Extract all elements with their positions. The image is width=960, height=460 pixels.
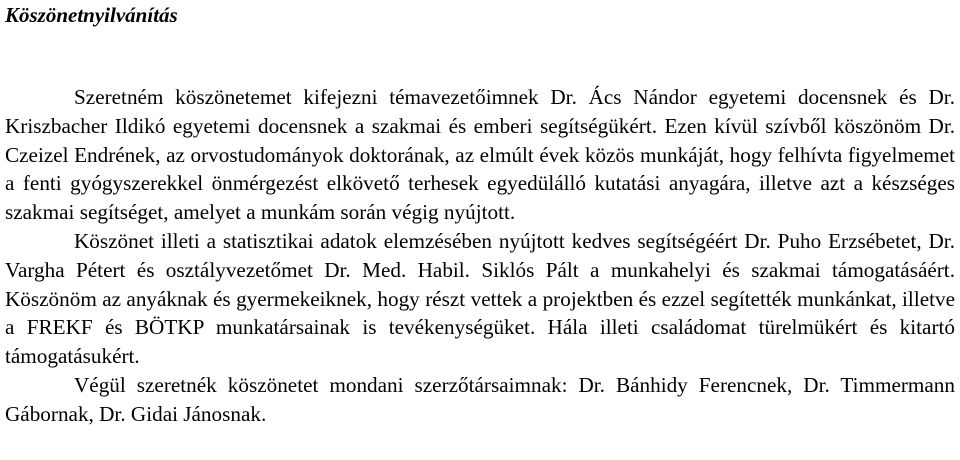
- paragraph-acknowledgement-supervisors: Szeretném köszönetemet kifejezni témavezetőimnek Dr. Ács Nándor egyetemi docensnek és Dr. Kriszbacher Ildikó egyetemi docensnek a szakmai és emberi segítségükért. Ezen kívül szívből köszönöm Dr. Czeizel Endrének, az orvostudományok doktorának, az elmúlt évek közös munkáját, hogy felhívta figyelmemet a fenti gyógyszerekkel önmérgezést elkövető terhesek egyedülálló kutatási anyagára, illetve azt a készséges szakmai segítséget, amelyet a munkám során végig nyújtott.: [5, 85, 955, 225]
- page-title: Köszönetnyilvánítás: [5, 3, 178, 27]
- document-page: [5, 0, 955, 429]
- paragraph-acknowledgement-coauthors: Végül szeretnék köszönetet mondani szerzőtársaimnak: Dr. Bánhidy Ferencnek, Dr. Timmermann Gábornak, Dr. Gidai Jánosnak.: [5, 372, 955, 426]
- paragraph-acknowledgement-statistics: Köszönet illeti a statisztikai adatok elemzésében nyújtott kedves segítségéért Dr. Puho Erzsébetet, Dr. Vargha Pétert és osztályvezetőmet Dr. Med. Habil. Siklós Pált a munkahelyi és szakmai támogatásáért. Köszönöm az anyáknak és gyermekeiknek, hogy részt vettek a projektben és ezzel segítették munkánkat, illetve a FREKF és BÖTKP munkatársainak is tevékenységüket. Hála illeti családomat türelmükért és kitartó támogatásukért.: [5, 228, 955, 369]
- document-body: [5, 83, 955, 429]
